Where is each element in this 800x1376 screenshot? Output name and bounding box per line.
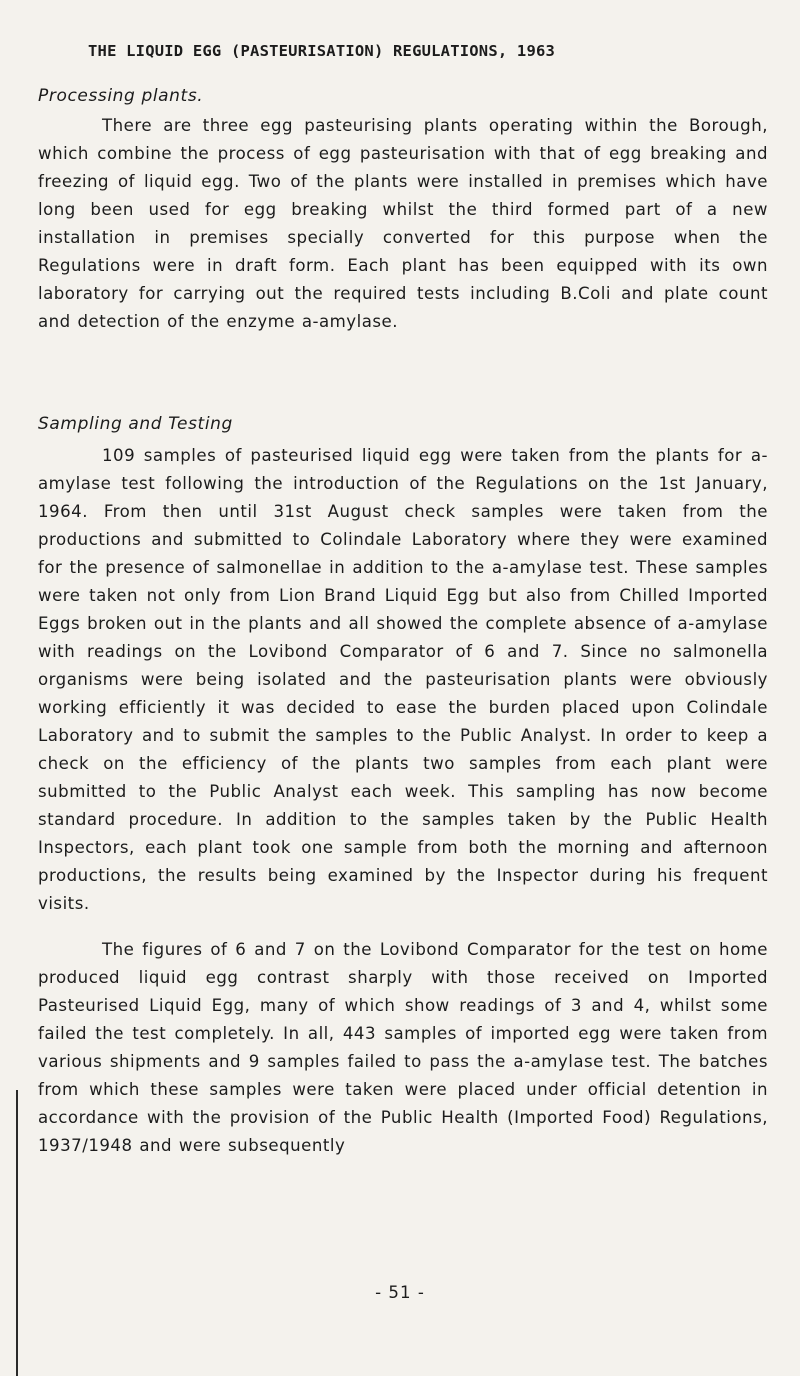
page-number: - 51 - [375,1283,425,1302]
document-heading: THE LIQUID EGG (PASTEURISATION) REGULATIONS, 1963 [88,42,556,60]
section-title-sampling-and-testing: Sampling and Testing [38,414,233,434]
scan-edge-rule [16,1090,18,1376]
paragraph-processing-plants: There are three egg pasteurising plants operating within the Borough, which combine the process of egg pasteurisation with that of egg breaking and freezing of liquid egg. Two of the plants were installed in premises which have long been used for egg breaking whilst the third formed part of a new installation in premises specially converted for this purpose when the Regulations were in draft form. Each plant has been equipped with its own laboratory for carrying out the required tests including B.Coli and plate count and detection of the enzyme a-amylase. [38,116,768,331]
paragraph-sampling-and-testing: 109 samples of pasteurised liquid egg were taken from the plants for a-amylase test following the introduction of the Regulations on the 1st January, 1964. From then until 31st August check samples were taken from the productions and submitted to Colindale Laboratory where they were examined for the presence of salmonellae in addition to the a-amylase test. These samples were taken not only from Lion Brand Liquid Egg but also from Chilled Imported Eggs broken out in the plants and all showed the complete absence of a-amylase with readings on the Lovibond Comparator of 6 and 7. Since no salmonella organisms were being isolated and the pasteurisation plants were obviously working efficiently it was decided to ease the burden placed upon Colindale Laboratory and to submit the samples to the Public Analyst. In order to keep a check on the efficiency of the plants two samples from each plant were submitted to the Public Analyst each week. This sampling has now become standard procedure. In addition to the samples taken by the Public Health Inspectors, each plant took one sample from both the morning and afternoon productions, the results being examined by the Inspector during his frequent visits. [38,446,768,913]
paragraph-lovibond-comparison: The figures of 6 and 7 on the Lovibond Comparator for the test on home produced liquid egg contrast sharply with those received on Imported Pasteurised Liquid Egg, many of which show readings of 3 and 4, whilst some failed the test completely. In all, 443 samples of imported egg were taken from various shipments and 9 samples failed to pass the a-amylase test. The batches from which these samples were taken were placed under official detention in accordance with the provision of the Public Health (Imported Food) Regulations, 1937/1948 and were subsequently [38,940,768,1155]
section-title-processing-plants: Processing plants. [38,86,204,106]
